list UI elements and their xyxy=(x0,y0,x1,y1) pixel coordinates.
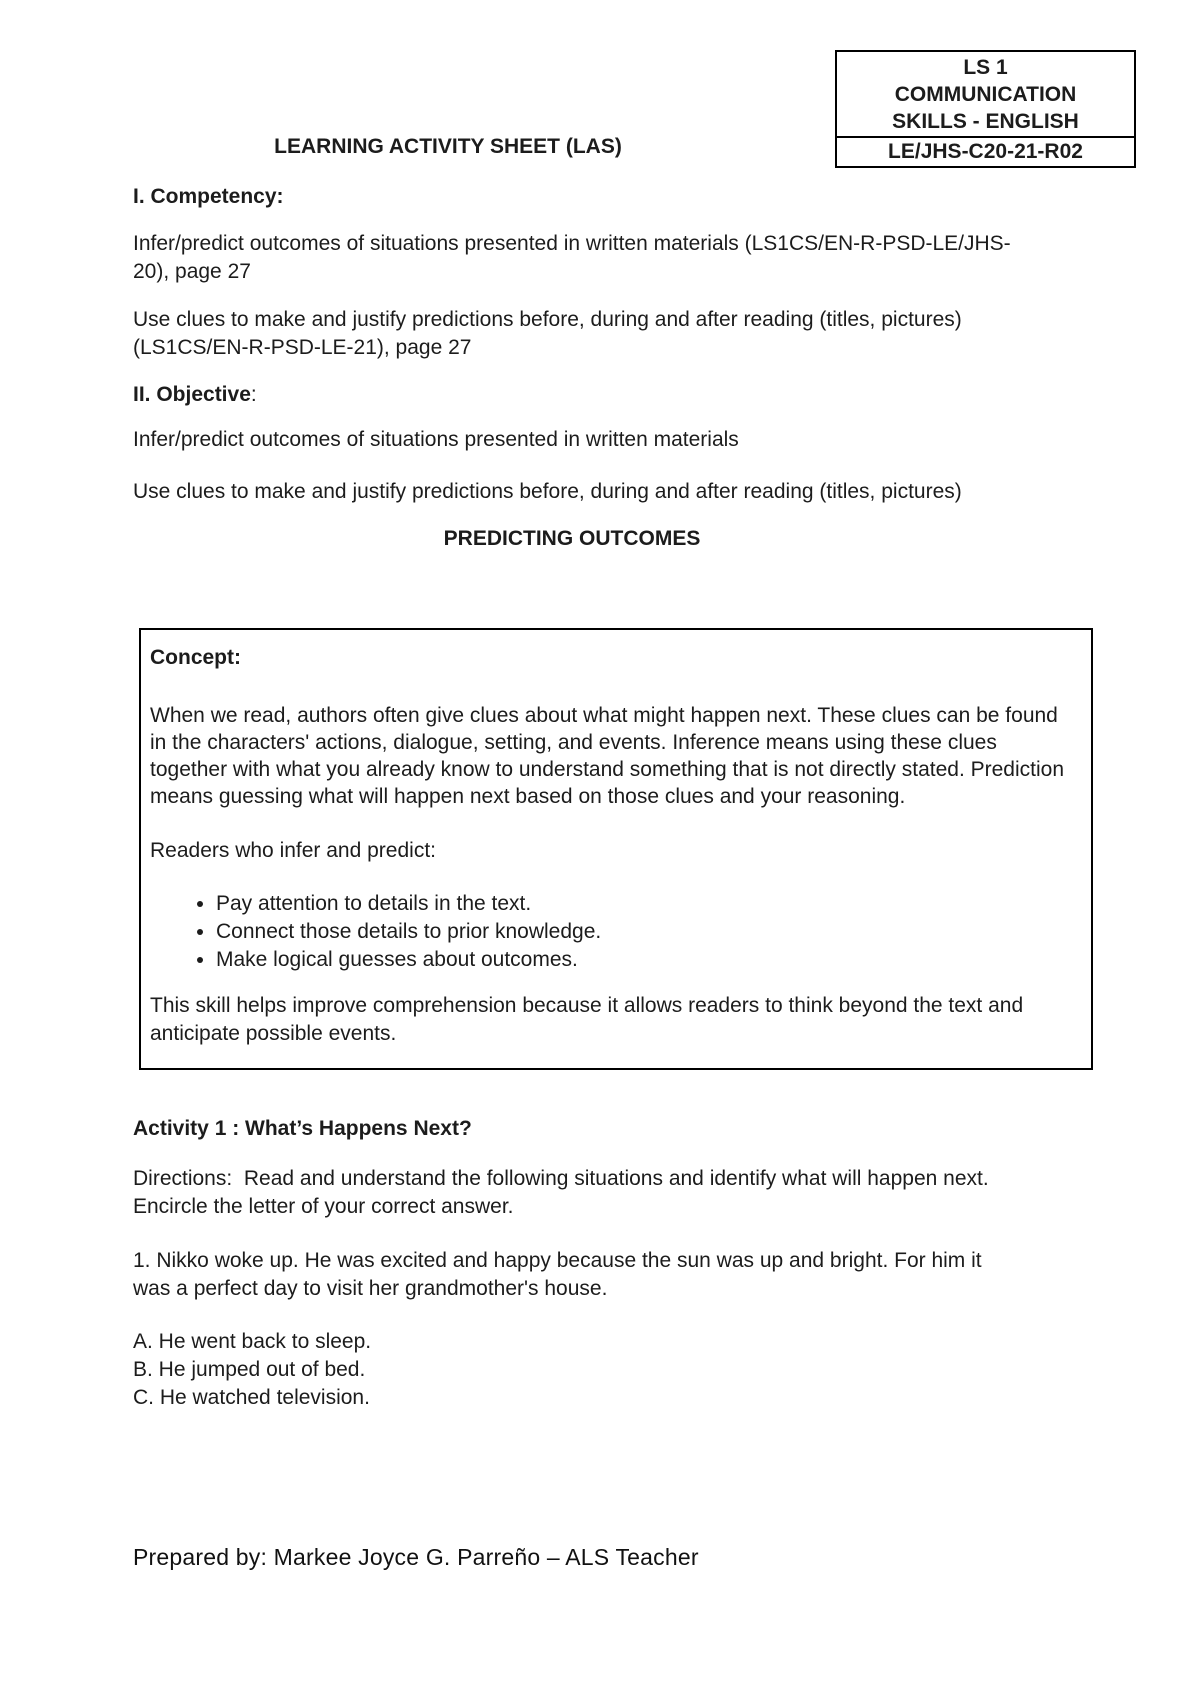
concept-bullet-item: • Make logical guesses about outcomes. xyxy=(216,946,1070,974)
header-course-line-3: SKILLS - ENGLISH xyxy=(892,110,1079,133)
concept-heading: Concept: xyxy=(150,646,241,669)
answer-choices xyxy=(133,1328,1011,1412)
concept-box xyxy=(139,628,1093,1070)
competency-heading: I. Competency: xyxy=(133,185,284,208)
concept-bullet-item: • Connect those details to prior knowledge. xyxy=(216,918,1070,946)
prepared-by-line: Prepared by: Markee Joyce G. Parreño – ALS Teacher xyxy=(133,1544,699,1570)
concept-list-intro: Readers who infer and predict: xyxy=(150,839,436,862)
objective-heading xyxy=(133,381,1011,409)
header-reference-code: LE/JHS-C20-21-R02 xyxy=(888,140,1083,163)
header-course-line-1: LS 1 xyxy=(963,56,1008,79)
objective-paragraph: Use clues to make and justify predictions before, during and after reading (titles, pictures) xyxy=(133,480,962,503)
concept-bullet-item: • Pay attention to details in the text. xyxy=(216,890,1070,918)
objective-paragraph: Infer/predict outcomes of situations presented in written materials xyxy=(133,428,739,451)
question-text: 1. Nikko woke up. He was excited and happy because the sun was up and bright. For him it was a perfect day to visit her grandmother's house. xyxy=(133,1249,982,1300)
answer-choice-b: B. He jumped out of bed. xyxy=(133,1358,366,1381)
answer-choice-c: C. He watched television. xyxy=(133,1386,370,1409)
concept-closing-paragraph: This skill helps improve comprehension because it allows readers to think beyond the text and anticipate possible events. xyxy=(150,994,1024,1045)
header-course-title xyxy=(837,52,1134,138)
competency-paragraph: Use clues to make and justify predictions before, during and after reading (titles, pictures) (LS1CS/EN-R-PSD-LE-21), page 27 xyxy=(133,308,962,359)
competency-paragraph: Infer/predict outcomes of situations presented in written materials (LS1CS/EN-R-PSD-LE/JHS-20), page 27 xyxy=(133,232,1011,283)
section-title: PREDICTING OUTCOMES xyxy=(443,527,701,550)
concept-bullet-list xyxy=(150,890,1070,974)
objective-heading-label: II. Objective xyxy=(133,383,251,406)
page-title: LEARNING ACTIVITY SHEET (LAS) xyxy=(274,135,622,158)
activity-heading: Activity 1 : What’s Happens Next? xyxy=(133,1117,472,1140)
concept-paragraph: When we read, authors often give clues about what might happen next. These clues can be found in the characters' actions, dialogue, setting, and events. Inference means using these clues together with what you already know to understand something that is not directly stated. Prediction means guessing what will happen next based on those clues and your reasoning. xyxy=(150,704,1065,808)
answer-choice-a: A. He went back to sleep. xyxy=(133,1330,372,1353)
objective-heading-colon: : xyxy=(250,383,257,406)
activity-directions: Directions: Read and understand the following situations and identify what will happen next. Encircle the letter of your correct answer. xyxy=(133,1167,995,1218)
document-body xyxy=(133,133,1065,1572)
header-course-line-2: COMMUNICATION xyxy=(894,83,1077,106)
